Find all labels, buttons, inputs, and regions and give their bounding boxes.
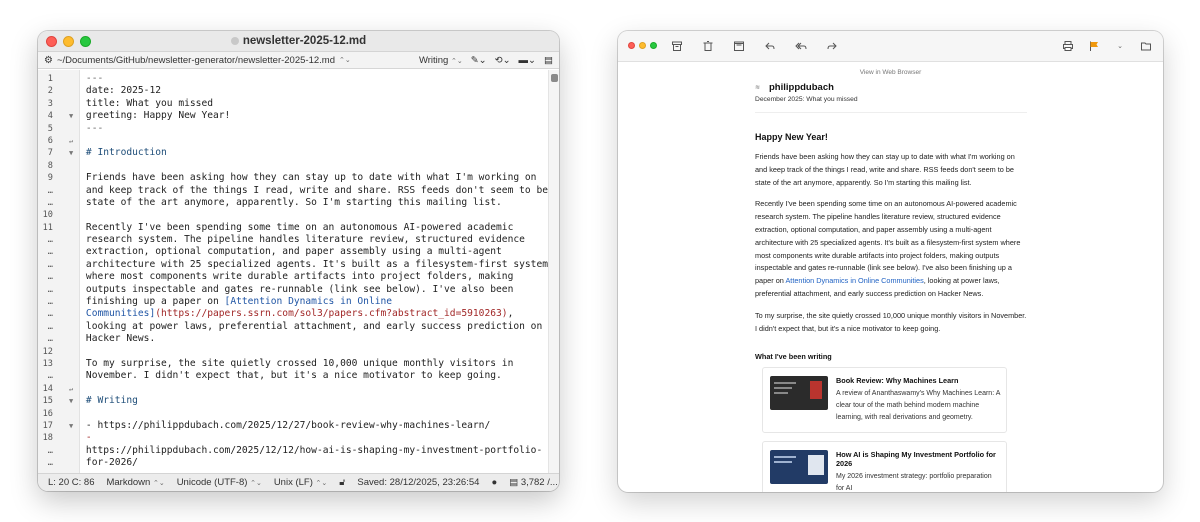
code-line-text: date: 2025-12 bbox=[85, 85, 162, 97]
saved-status: Saved: 28/12/2025, 23:26:54 bbox=[357, 477, 480, 488]
file-path-menu[interactable] bbox=[44, 55, 419, 66]
code-line-text: extraction, optional computation, and paper assembly using a multi-agent bbox=[85, 246, 502, 258]
line-number bbox=[38, 432, 79, 444]
line-number-gutter bbox=[38, 70, 80, 473]
writing-section-title: What I've been writing bbox=[755, 352, 832, 362]
code-line-tail: , bbox=[507, 308, 514, 320]
encoding-label: Unicode (UTF-8) bbox=[176, 477, 248, 488]
print-icon[interactable] bbox=[1061, 39, 1075, 53]
article-card[interactable] bbox=[762, 367, 1007, 433]
code-line[interactable] bbox=[86, 73, 548, 85]
document-icon bbox=[231, 37, 239, 45]
line-number bbox=[38, 197, 79, 209]
line-number-text: … bbox=[47, 445, 53, 456]
research-paragraph bbox=[755, 198, 1027, 300]
line-number bbox=[38, 395, 79, 407]
invisible-char-icon: ↵ bbox=[69, 136, 74, 145]
line-number bbox=[38, 222, 79, 234]
line-number bbox=[38, 346, 79, 358]
editor-statusbar bbox=[38, 473, 559, 491]
code-line-text: looking at power laws, preferential attachment, and early success prediction on bbox=[85, 320, 543, 332]
char-count[interactable]: ▤ 3,782 /... bbox=[509, 477, 558, 488]
markdown-link-url: (https://papers.ssrn.com/sol3/papers.cfm?abstract_id=5910263) bbox=[155, 308, 508, 320]
line-number-text: 4 bbox=[47, 111, 53, 122]
line-number-text: 8 bbox=[47, 160, 53, 171]
line-number bbox=[38, 98, 79, 110]
window-controls bbox=[628, 42, 657, 49]
reply-all-icon[interactable] bbox=[794, 39, 808, 53]
pen-icon[interactable]: ✎⌄ bbox=[470, 54, 487, 66]
editor-titlebar bbox=[38, 31, 559, 52]
fold-toggle-icon[interactable]: ▼ bbox=[69, 149, 74, 158]
code-line-text: To my surprise, the site quietly crossed 10,000 unique monthly visitors in bbox=[85, 357, 514, 369]
newsletter-subject: December 2025: What you missed bbox=[755, 96, 1027, 113]
article-card-description: My 2026 investment strategy: portfolio preparation for AI bbox=[836, 473, 992, 492]
code-line[interactable] bbox=[86, 395, 548, 407]
char-count-label: 3,782 /... bbox=[520, 477, 558, 488]
document-info-icon[interactable]: ▤ bbox=[544, 54, 553, 66]
line-number-text: 13 bbox=[42, 358, 53, 369]
code-line-text: greeting: Happy New Year! bbox=[85, 110, 231, 122]
code-line[interactable] bbox=[86, 172, 548, 184]
code-line[interactable] bbox=[86, 98, 548, 110]
line-number-text: … bbox=[47, 272, 53, 283]
window-title-text: newsletter-2025-12.md bbox=[242, 35, 367, 47]
lock-icon[interactable]: 🔓︎ bbox=[339, 477, 346, 488]
code-line[interactable] bbox=[86, 197, 548, 209]
minimize-button[interactable] bbox=[639, 42, 646, 49]
mode-menu[interactable] bbox=[419, 55, 463, 66]
line-number-text: 15 bbox=[42, 396, 53, 407]
code-line[interactable] bbox=[86, 110, 548, 122]
window-title bbox=[231, 35, 366, 47]
editor-window bbox=[38, 31, 559, 491]
fold-toggle-icon[interactable]: ▼ bbox=[69, 112, 74, 121]
code-line-text: - https://philippdubach.com/2025/12/27/book-review-why-machines-learn/ bbox=[85, 419, 491, 431]
mail-toolbar bbox=[618, 31, 1163, 62]
comment-icon[interactable]: ▬⌄ bbox=[518, 54, 537, 66]
research-text-before: Recently I've been spending some time on an autonomous AI-powered academic research system. The pipeline handles literature review, structured evidence extraction, optional computation, and paper assembly using a multi-agent architecture with 25 specialized agents. It's built as a filesystem-first system where most components write durable artifacts into project folders, making outputs inspectable and gates re-runnable (link see below). I've also been finishing up a paper on bbox=[755, 199, 1021, 286]
code-line-text: and keep track of the things I read, write and share. RSS feeds don't seem to be bbox=[85, 184, 548, 196]
line-number-text: … bbox=[47, 235, 53, 246]
code-line-text: title: What you missed bbox=[85, 97, 213, 109]
fold-toggle-icon[interactable]: ▼ bbox=[69, 421, 74, 430]
vertical-scrollbar[interactable] bbox=[548, 70, 559, 473]
code-line-text: architecture with 25 specialized agents. It's built as a filesystem-first system bbox=[85, 258, 548, 270]
code-line-text: finishing up a paper on bbox=[85, 296, 225, 308]
code-line-text: Friends have been asking how they can stay up to date with what I'm working on bbox=[85, 172, 537, 184]
line-number-text: 1 bbox=[47, 74, 53, 84]
article-card-title[interactable]: Book Review: Why Machines Learn bbox=[836, 376, 959, 386]
code-line-text: research system. The pipeline handles literature review, structured evidence bbox=[85, 234, 525, 246]
line-number bbox=[38, 333, 79, 345]
scroll-thumb[interactable] bbox=[551, 74, 558, 82]
code-line-text: --- bbox=[85, 73, 104, 84]
line-number bbox=[38, 296, 79, 308]
code-line-text: --- bbox=[85, 122, 104, 134]
line-endings-label: Unix (LF) bbox=[273, 477, 313, 488]
forward-icon[interactable] bbox=[825, 39, 839, 53]
close-button[interactable] bbox=[628, 42, 635, 49]
code-line-text: outputs inspectable and gates re-runnable (link see below). I've also been bbox=[85, 283, 514, 295]
greeting-heading: Happy New Year! bbox=[755, 132, 828, 142]
code-line[interactable] bbox=[86, 234, 548, 246]
minimize-button[interactable] bbox=[63, 36, 74, 47]
line-number-text: 10 bbox=[42, 210, 53, 221]
line-number bbox=[38, 234, 79, 246]
code-line[interactable] bbox=[86, 432, 548, 444]
article-card[interactable] bbox=[762, 441, 1007, 492]
line-number-text: 7 bbox=[47, 148, 53, 159]
newsletter-column bbox=[755, 82, 1027, 492]
code-line[interactable] bbox=[86, 259, 548, 271]
article-thumbnail bbox=[770, 376, 828, 410]
line-number bbox=[38, 135, 79, 147]
visitors-paragraph: To my surprise, the site quietly crossed 10,000 unique monthly visitors in November. I didn't expect that, but it's a nice motivator to keep going. bbox=[755, 310, 1027, 333]
line-number bbox=[38, 321, 79, 333]
flag-icon[interactable] bbox=[1087, 39, 1101, 53]
line-number bbox=[38, 445, 79, 457]
code-line[interactable] bbox=[86, 321, 548, 333]
mode-label: Writing bbox=[418, 54, 449, 66]
research-text-after: , looking at power laws, preferential attachment, and early success prediction on Hacker News. bbox=[755, 276, 1000, 298]
code-line[interactable] bbox=[86, 445, 548, 457]
window-controls bbox=[46, 36, 91, 47]
code-line-text: state of the art anymore, apparently. So I'm starting this mailing list. bbox=[85, 196, 502, 208]
line-number-text: 2 bbox=[47, 86, 53, 97]
line-number-text: 3 bbox=[47, 98, 53, 109]
code-line[interactable] bbox=[86, 85, 548, 97]
line-number-text: 18 bbox=[42, 433, 53, 444]
line-number bbox=[38, 457, 79, 469]
chevron-updown-icon: ⌃⌄ bbox=[250, 480, 262, 487]
code-line-text: where most components write durable artifacts into project folders, making bbox=[85, 271, 514, 283]
line-number-text: … bbox=[47, 259, 53, 270]
trash-icon[interactable] bbox=[701, 39, 715, 53]
line-endings-menu[interactable] bbox=[274, 477, 327, 488]
line-number bbox=[38, 358, 79, 370]
line-number bbox=[38, 308, 79, 320]
chevron-updown-icon: ⌃⌄ bbox=[450, 57, 463, 65]
editor-body bbox=[38, 70, 559, 473]
chevron-updown-icon: ⌃⌄ bbox=[152, 480, 165, 487]
code-line[interactable] bbox=[86, 271, 548, 283]
code-line[interactable] bbox=[86, 209, 548, 221]
sender-name: philippdubach bbox=[769, 82, 834, 93]
line-number bbox=[38, 147, 79, 159]
line-number-text: 11 bbox=[42, 222, 53, 233]
line-number-text: 6 bbox=[47, 135, 53, 146]
code-line-text: Hacker News. bbox=[85, 333, 156, 345]
reply-icon[interactable] bbox=[763, 39, 777, 53]
mail-window bbox=[618, 31, 1163, 492]
line-number bbox=[38, 284, 79, 296]
article-thumbnail bbox=[770, 450, 828, 484]
line-number-text: … bbox=[47, 197, 53, 208]
file-path: ~/Documents/GitHub/newsletter-generator/newsletter-2025-12.md bbox=[56, 54, 335, 66]
code-line-text: for-2026/ bbox=[85, 457, 138, 469]
line-number-text: 16 bbox=[42, 408, 53, 419]
line-number bbox=[38, 160, 79, 172]
paper-link[interactable]: Attention Dynamics in Online Communities bbox=[785, 276, 924, 286]
mail-message-body bbox=[618, 62, 1163, 492]
syntax-menu[interactable] bbox=[106, 477, 164, 488]
archive-icon[interactable] bbox=[670, 39, 684, 53]
junk-icon[interactable] bbox=[732, 39, 746, 53]
editor-toolbar bbox=[38, 52, 559, 69]
line-number-text: … bbox=[47, 247, 53, 258]
sender-row bbox=[755, 82, 1027, 93]
invisible-char-icon: ↵ bbox=[69, 384, 74, 393]
sender-logo-icon: ≋ bbox=[755, 85, 761, 91]
code-line[interactable] bbox=[86, 160, 548, 172]
line-number bbox=[38, 73, 79, 85]
line-number bbox=[38, 271, 79, 283]
zoom-button[interactable] bbox=[80, 36, 91, 47]
code-line[interactable] bbox=[86, 333, 548, 345]
view-in-browser-link[interactable]: View in Web Browser bbox=[859, 69, 922, 76]
code-line-text: https://philippdubach.com/2025/12/12/how-ai-is-shaping-my-investment-portfolio- bbox=[85, 444, 543, 456]
article-card-description: A review of Ananthaswamy's Why Machines Learn: A clear tour of the math behind modern machine learning, with real derivations and geometry. bbox=[836, 390, 1000, 422]
chevron-updown-icon: ⌃⌄ bbox=[338, 57, 351, 64]
line-number bbox=[38, 185, 79, 197]
markdown-link-text: [Attention Dynamics in Online bbox=[224, 296, 393, 308]
code-line[interactable] bbox=[86, 185, 548, 197]
code-line[interactable] bbox=[86, 420, 548, 432]
line-number-text: … bbox=[47, 297, 53, 308]
gear-icon[interactable]: ⚙ bbox=[44, 54, 53, 66]
line-number bbox=[38, 370, 79, 382]
code-line[interactable] bbox=[86, 308, 548, 320]
line-number bbox=[38, 408, 79, 420]
code-line[interactable] bbox=[86, 370, 548, 382]
code-line[interactable] bbox=[86, 296, 548, 308]
line-number bbox=[38, 123, 79, 135]
close-button[interactable] bbox=[46, 36, 57, 47]
code-line-text: Recently I've been spending some time on an autonomous AI-powered academic bbox=[85, 221, 514, 233]
line-number bbox=[38, 420, 79, 432]
fold-toggle-icon[interactable]: ▼ bbox=[69, 397, 74, 406]
code-line-text: November. I didn't expect that, but it's a nice motivator to keep going. bbox=[85, 370, 502, 382]
line-number-text: … bbox=[47, 458, 53, 469]
code-line[interactable] bbox=[86, 346, 548, 358]
saved-dot-icon: ● bbox=[491, 477, 498, 488]
line-number-text: 12 bbox=[42, 346, 53, 357]
cursor-position: L: 20 C: 86 bbox=[48, 477, 95, 488]
move-to-folder-icon[interactable] bbox=[1139, 39, 1153, 53]
line-number-text: 17 bbox=[42, 420, 53, 431]
line-number-text: … bbox=[47, 185, 53, 196]
line-number-text: 14 bbox=[42, 383, 53, 394]
syntax-label: Markdown bbox=[106, 477, 151, 488]
line-number-text: … bbox=[47, 371, 53, 382]
line-number-text: … bbox=[47, 284, 53, 295]
code-line[interactable] bbox=[86, 383, 548, 395]
line-number bbox=[38, 172, 79, 184]
code-line[interactable] bbox=[86, 222, 548, 234]
markdown-link-text: Communities] bbox=[85, 308, 156, 320]
code-line-text: # Writing bbox=[85, 395, 138, 407]
history-icon[interactable]: ⟲⌄ bbox=[494, 54, 511, 66]
encoding-menu[interactable] bbox=[177, 477, 262, 488]
line-number-text: … bbox=[47, 309, 53, 320]
chevron-updown-icon: ⌃⌄ bbox=[315, 480, 328, 487]
code-line[interactable] bbox=[86, 123, 548, 135]
code-line[interactable] bbox=[86, 457, 548, 469]
code-line-text: # Introduction bbox=[85, 147, 167, 159]
line-number-text: 9 bbox=[47, 173, 53, 184]
code-line[interactable] bbox=[86, 284, 548, 296]
line-number bbox=[38, 85, 79, 97]
zoom-button[interactable] bbox=[650, 42, 657, 49]
line-number bbox=[38, 259, 79, 271]
code-line[interactable] bbox=[86, 147, 548, 159]
line-number bbox=[38, 110, 79, 122]
line-number-text: … bbox=[47, 334, 53, 345]
code-line[interactable] bbox=[86, 358, 548, 370]
code-line[interactable] bbox=[86, 135, 548, 147]
code-line-text: - bbox=[85, 432, 92, 444]
code-area[interactable] bbox=[80, 70, 548, 473]
chevron-down-icon[interactable]: ⌄ bbox=[1117, 43, 1123, 50]
line-number bbox=[38, 246, 79, 258]
code-line[interactable] bbox=[86, 408, 548, 420]
line-number bbox=[38, 383, 79, 395]
article-card-title[interactable]: How AI is Shaping My Investment Portfolio for 2026 bbox=[836, 450, 996, 469]
code-line[interactable] bbox=[86, 246, 548, 258]
line-number-text: … bbox=[47, 321, 53, 332]
line-number-text: 5 bbox=[47, 123, 53, 134]
intro-paragraph: Friends have been asking how they can stay up to date with what I'm working on and keep track of the things I read, write and share. RSS feeds don't seem to be state of the art anymore, apparently. So I'm starting this mailing list. bbox=[755, 152, 1015, 187]
line-number bbox=[38, 209, 79, 221]
